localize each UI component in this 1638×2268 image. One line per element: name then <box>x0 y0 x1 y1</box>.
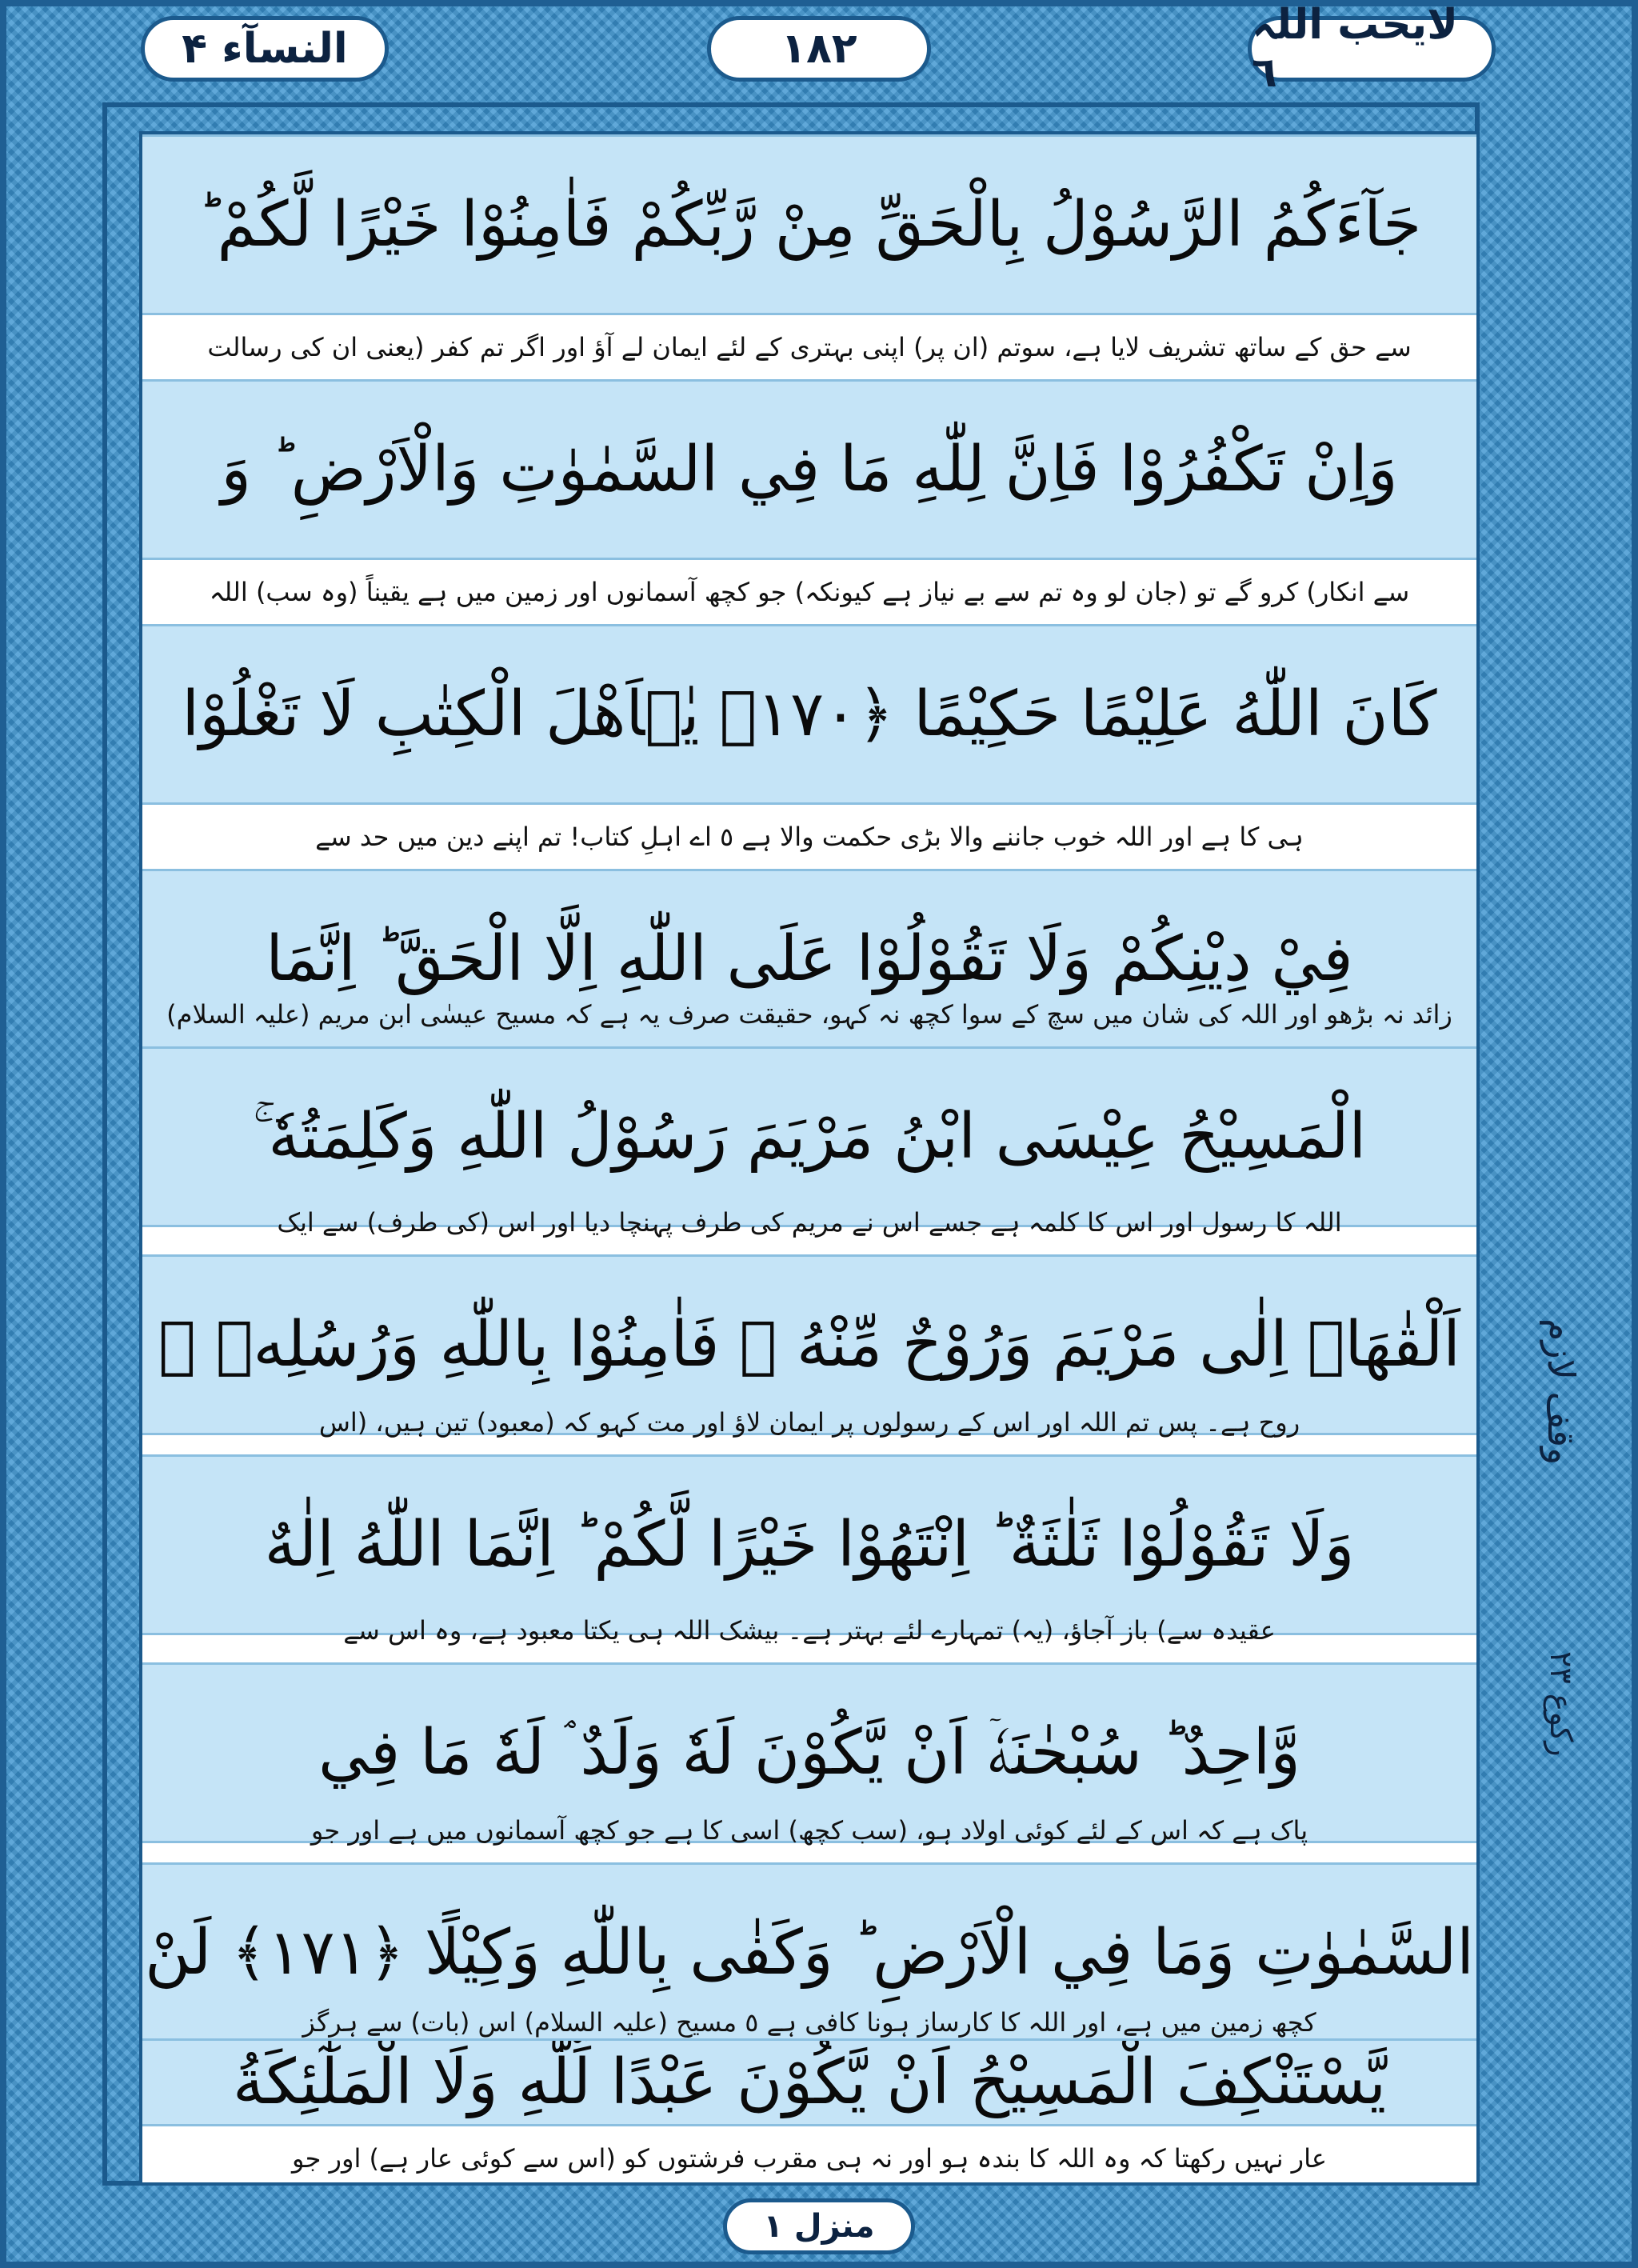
waqf-margin-note: وقف لازم <box>1540 1318 1583 1466</box>
urdu-line-4: زائد نہ بڑھو اور اللہ کی شان میں سچ کے سوا کچھ نہ کہو، حقیقت صرف یہ ہے کہ مسیح عیسٰی ابن مریم (علیہ السلام) <box>166 999 1452 1030</box>
page-header <box>0 0 1638 102</box>
urdu-line-1: سے حق کے ساتھ تشریف لایا ہے، سوتم (ان پر) اپنی بہتری کے لئے ایمان لے آؤ اور اگر تم کفر (یعنی ان کی رسالت <box>207 332 1412 362</box>
urdu-line-3: ہی کا ہے اور اللہ خوب جاننے والا بڑی حکمت والا ہے ٥ اے اہلِ کتاب! تم اپنے دین میں حد سے <box>315 822 1304 852</box>
arabic-line-6: اَلْقٰهَاۤ اِلٰى مَرْيَمَ وَرُوْحٌ مِّنْهُ ؗ فَاٰمِنُوْا بِاللّٰهِ وَرُسُلِهٖ ۚ <box>142 1254 1476 1435</box>
urdu-line-9: کچھ زمین میں ہے، اور اللہ کا کارساز ہونا کافی ہے ٥ مسیح (علیہ السلام) اس (بات) سے ہرگز <box>302 2007 1316 2038</box>
arabic-line-5: الْمَسِيْحُ عِيْسَى ابْنُ مَرْيَمَ رَسُوْلُ اللّٰهِ وَكَلِمَتُهٗ ۚ <box>142 1046 1476 1227</box>
arabic-line-8: وَّاحِدٌ ؕ سُبْحٰنَهٗۤ اَنْ يَّكُوْنَ لَهٗ وَلَدٌ ۘ لَهٗ مَا فِي <box>142 1662 1476 1843</box>
urdu-line-2: سے انکار) کرو گے تو (جان لو وہ تم سے بے نیاز ہے کیونکہ) جو کچھ آسمانوں اور زمین میں ہے یقیناً (وہ سب) اللہ <box>209 577 1410 607</box>
arabic-line-2: وَاِنْ تَكْفُرُوْا فَاِنَّ لِلّٰهِ مَا فِي السَّمٰوٰتِ وَالْاَرْضِ ؕ وَ <box>142 379 1476 560</box>
arabic-line-10: يَّسْتَنْكِفَ الْمَسِيْحُ اَنْ يَّكُوْنَ عَبْدًا لِّلّٰهِ وَلَا الْمَلٰٓئِكَةُ <box>142 2038 1476 2126</box>
arabic-line-9: السَّمٰوٰتِ وَمَا فِي الْاَرْضِ ؕ وَكَفٰى بِاللّٰهِ وَكِيْلًا ﴿۱۷۱﴾ لَنْ <box>142 1862 1476 2043</box>
text-panel <box>139 131 1480 2186</box>
arabic-line-4: فِيْ دِيْنِكُمْ وَلَا تَقُوْلُوْا عَلَى اللّٰهِ اِلَّا الْحَقَّ ؕ اِنَّمَا <box>142 869 1476 1050</box>
surah-name-label: النسآء ۴ <box>141 16 389 82</box>
para-name-label: لایحب اللہ ٦ <box>1248 16 1496 82</box>
urdu-line-7: عقیدہ سے) باز آجاؤ، (یہ) تمہارے لئے بہتر ہے۔ بیشک اللہ ہی یکتا معبود ہے، وہ اس سے <box>343 1615 1276 1646</box>
urdu-line-5: اللہ کا رسول اور اس کا کلمہ ہے جسے اس نے مریم کی طرف پہنچا دیا اور اس (کی طرف) سے ایک <box>277 1207 1342 1238</box>
manzil-label: منزل ۱ <box>723 2198 915 2254</box>
ruku-margin-note: رکوع ۲۳ <box>1544 1651 1579 1757</box>
page-number: ۱۸۲ <box>707 16 931 82</box>
urdu-line-8: پاک ہے کہ اس کے لئے کوئی اولاد ہو، (سب کچھ) اسی کا ہے جو کچھ آسمانوں میں ہے اور جو <box>310 1815 1308 1846</box>
verse-blocks <box>142 134 1476 2182</box>
urdu-line-10: عار نہیں رکھتا کہ وہ اللہ کا بندہ ہو اور نہ ہی مقرب فرشتوں کو (اس سے کوئی عار ہے) اور جو <box>292 2143 1327 2174</box>
arabic-line-3: كَانَ اللّٰهُ عَلِيْمًا حَكِيْمًا ﴿۱۷۰﴾ يٰۤاَهْلَ الْكِتٰبِ لَا تَغْلُوْا <box>142 624 1476 805</box>
urdu-line-6: روح ہے۔ پس تم اللہ اور اس کے رسولوں پر ایمان لاؤ اور مت کہو کہ (معبود) تین ہیں، (اس <box>318 1407 1300 1438</box>
arabic-line-7: وَلَا تَقُوْلُوْا ثَلٰثَةٌ ؕ اِنْتَهُوْا خَيْرًا لَّكُمْ ؕ اِنَّمَا اللّٰهُ اِلٰهٌ <box>142 1454 1476 1635</box>
arabic-line-1: جَآءَكُمُ الرَّسُوْلُ بِالْحَقِّ مِنْ رَّبِّكُمْ فَاٰمِنُوْا خَيْرًا لَّكُمْ ؕ <box>142 134 1476 315</box>
